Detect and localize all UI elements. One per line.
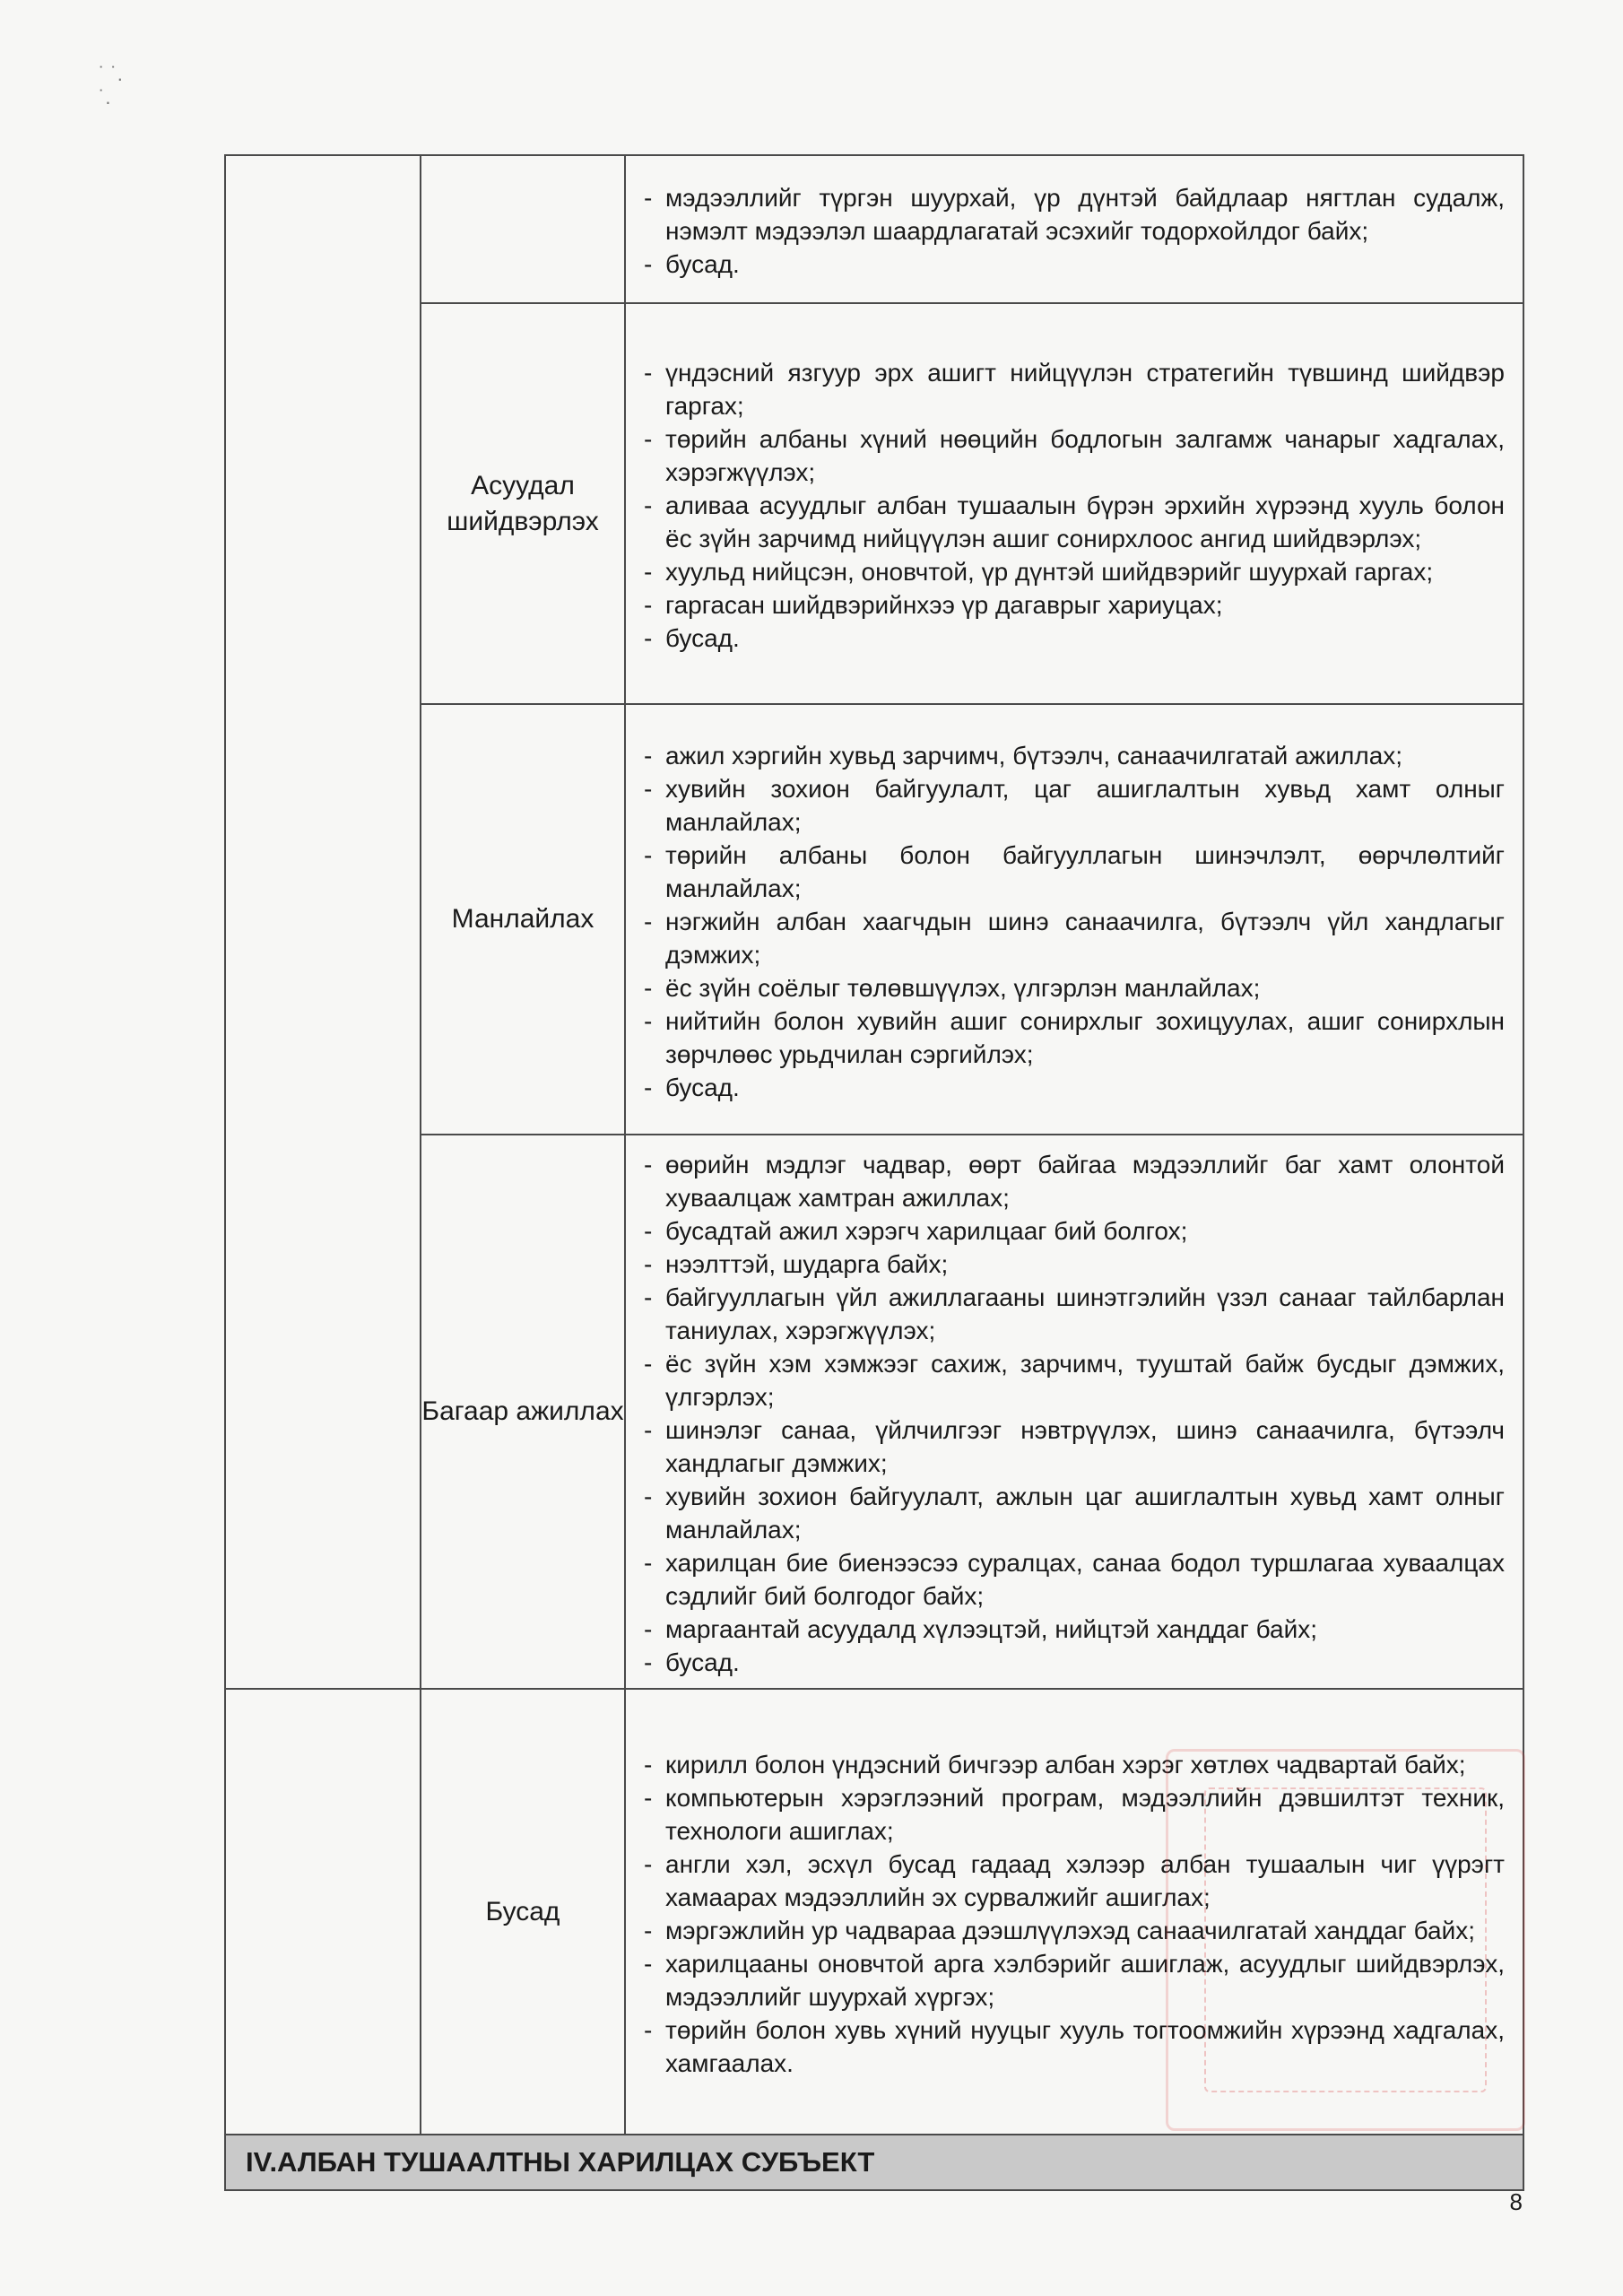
competency-item-list	[640, 356, 1505, 655]
list-item: - мэдээллийг түргэн шуурхай, үр дүнтэй байдлаар нягтлан судалж, нэмэлт мэдээлэл шаардлагатай эсэхийг тодорхойлдог байх;	[640, 181, 1505, 248]
list-item: - төрийн болон хувь хүний нууцыг хууль тогтоомжийн хүрээнд хадгалах, хамгаалах.	[640, 2013, 1505, 2080]
competency-table	[224, 154, 1524, 2191]
competency-items-cell	[625, 1135, 1523, 1689]
competency-items-cell	[625, 303, 1523, 704]
table-row	[225, 155, 1523, 303]
competency-label: Манлайлах	[421, 704, 625, 1135]
list-item: - мэргэжлийн ур чадвараа дээшлүүлэхэд санаачилгатай ханддаг байх;	[640, 1914, 1505, 1947]
list-item: - нэгжийн албан хаагчдын шинэ санаачилга, бүтээлч үйл хандлагыг дэмжих;	[640, 905, 1505, 971]
list-item: - бусадтай ажил хэрэгч харилцааг бий болгох;	[640, 1214, 1505, 1248]
competency-label: Асуудал шийдвэрлэх	[421, 303, 625, 704]
table-row	[225, 704, 1523, 1135]
table-body	[225, 155, 1523, 2190]
list-item: - англи хэл, эсхүл бусад гадаад хэлээр албан тушаалын чиг үүрэгт хамаарах мэдээллийн эх сурвалжийг ашиглах;	[640, 1848, 1505, 1914]
list-item: - ажил хэргийн хувьд зарчимч, бүтээлч, санаачилгатай ажиллах;	[640, 739, 1505, 772]
list-item: - хувийн зохион байгуулалт, ажлын цаг ашиглалтын хувьд хамт олныг манлайлах;	[640, 1480, 1505, 1546]
list-item: - төрийн албаны хүний нөөцийн бодлогын залгамж чанарыг хадгалах, хэрэгжүүлэх;	[640, 422, 1505, 489]
competency-item-list	[640, 1148, 1505, 1679]
list-item: - байгууллагын үйл ажиллагааны шинэтгэлийн үзэл санааг тайлбарлан таниулах, хэрэгжүүлэх;	[640, 1281, 1505, 1347]
list-item: - ёс зүйн соёлыг төлөвшүүлэх, үлгэрлэн манлайлах;	[640, 971, 1505, 1004]
competency-items-cell	[625, 155, 1523, 303]
list-item: - шинэлэг санаа, үйлчилгээг нэвтрүүлэх, шинэ санаачилга, бүтээлч хандлагыг дэмжих;	[640, 1413, 1505, 1480]
blank-left-cell	[225, 1689, 421, 2135]
table-row	[225, 1135, 1523, 1689]
list-item: - бусад.	[640, 622, 1505, 655]
list-item: - төрийн албаны болон байгууллагын шинэчлэлт, өөрчлөлтийг манлайлах;	[640, 839, 1505, 905]
list-item: - маргаантай асуудалд хүлээцтэй, нийцтэй ханддаг байх;	[640, 1613, 1505, 1646]
competency-items-cell	[625, 704, 1523, 1135]
competency-item-list	[640, 181, 1505, 281]
competency-items-cell	[625, 1689, 1523, 2135]
competency-item-list	[640, 739, 1505, 1104]
blank-left-cell	[225, 155, 421, 1689]
section-heading: IV.АЛБАН ТУШААЛТНЫ ХАРИЛЦАХ СУБЪЕКТ	[225, 2135, 1523, 2190]
competency-item-list	[640, 1748, 1505, 2080]
list-item: - хувийн зохион байгуулалт, цаг ашиглалтын хувьд хамт олныг манлайлах;	[640, 772, 1505, 839]
list-item: - нийтийн болон хувийн ашиг сонирхлыг зохицуулах, ашиг сонирхлын зөрчлөөс урьдчилан сэргийлэх;	[640, 1004, 1505, 1071]
list-item: - өөрийн мэдлэг чадвар, өөрт байгаа мэдээллийг баг хамт олонтой хуваалцаж хамтран ажиллах;	[640, 1148, 1505, 1214]
list-item: - кирилл болон үндэсний бичгээр албан хэрэг хөтлөх чадвартай байх;	[640, 1748, 1505, 1781]
list-item: - компьютерын хэрэглээний програм, мэдээллийн дэвшилтэт техник, технологи ашиглах;	[640, 1781, 1505, 1848]
list-item: - бусад.	[640, 248, 1505, 281]
list-item: - үндэсний язгуур эрх ашигт нийцүүлэн стратегийн түвшинд шийдвэр гаргах;	[640, 356, 1505, 422]
list-item: - нээлттэй, шударга байх;	[640, 1248, 1505, 1281]
table-row	[225, 1689, 1523, 2135]
competency-label: Багаар ажиллах	[421, 1135, 625, 1689]
list-item: - харилцааны оновчтой арга хэлбэрийг ашиглаж, асуудлыг шийдвэрлэх, мэдээллийг шуурхай хүргэх;	[640, 1947, 1505, 2013]
page-number: 8	[1509, 2188, 1523, 2215]
scan-specks: ˙ ˙. ˙.	[99, 63, 123, 109]
table-row	[225, 303, 1523, 704]
competency-label	[421, 155, 625, 303]
competency-label: Бусад	[421, 1689, 625, 2135]
list-item: - бусад.	[640, 1646, 1505, 1679]
section-heading-row	[225, 2135, 1523, 2190]
list-item: - аливаа асуудлыг албан тушаалын бүрэн эрхийн хүрээнд хууль болон ёс зүйн зарчимд нийцүүлэн ашиг сонирхлоос ангид шийдвэрлэх;	[640, 489, 1505, 555]
list-item: - харилцан бие биенээсээ суралцах, санаа бодол туршлагаа хуваалцах сэдлийг бий болгодог байх;	[640, 1546, 1505, 1613]
list-item: - ёс зүйн хэм хэмжээг сахиж, зарчимч, тууштай байж бусдыг дэмжих, үлгэрлэх;	[640, 1347, 1505, 1413]
list-item: - хуульд нийцсэн, оновчтой, үр дүнтэй шийдвэрийг шуурхай гаргах;	[640, 555, 1505, 588]
list-item: - гаргасан шийдвэрийнхээ үр дагаврыг хариуцах;	[640, 588, 1505, 622]
list-item: - бусад.	[640, 1071, 1505, 1104]
